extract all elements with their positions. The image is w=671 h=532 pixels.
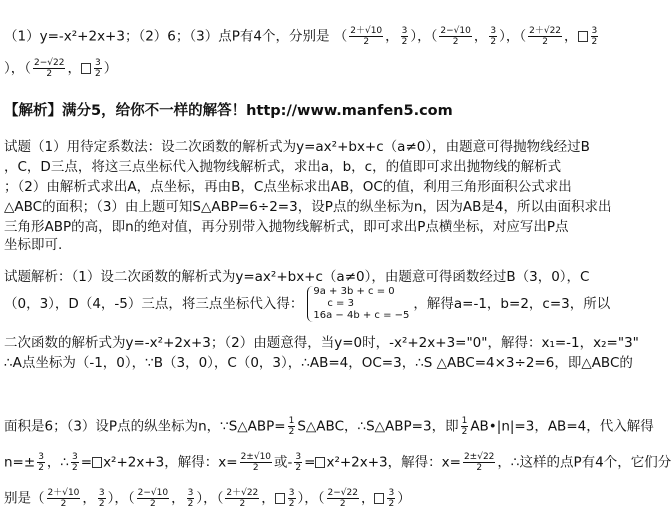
analysis-line: △ABC的面积；（3）由上题可知S△ABP=6÷2=3，设P点的纵坐标为n，因为AB是4，所以由面积求出 — [4, 199, 612, 215]
fraction: $\frac{2-√10}{2}$ — [137, 488, 169, 509]
fraction: $\frac{3}{2}$ — [591, 26, 598, 47]
fraction: $\frac{3}{2}$ — [490, 26, 497, 47]
analysis-line: ；（2）由解析式求出A，点坐标，再由B，C点坐标求出AB，OC的值，利用三角形面积公式求出 — [4, 179, 572, 195]
fraction: $\frac{2+√22}{2}$ — [529, 26, 562, 47]
fraction: $\frac{2+√22}{2}$ — [226, 488, 259, 509]
missing-char-box — [578, 31, 588, 42]
analysis-line: ，C，D三点，将这三点坐标代入抛物线解析式，求出a，b，c，的值即可求出抛物线的解析式 — [4, 159, 562, 175]
solution-line: 试题解析：（1）设二次函数的解析式为y=ax²+bx+c（a≠0），由题意可得函数经过B（3，0），C — [4, 269, 590, 285]
fraction: $\frac{2-√22}{2}$ — [34, 58, 65, 79]
fraction: $\frac{2\pm√22}{2}$ — [463, 452, 495, 473]
fraction: $\frac{3}{2}$ — [72, 452, 78, 473]
fraction: $\frac{2\pm√10}{2}$ — [240, 452, 272, 473]
analysis-line: 三角形ABP的高，即n的绝对值，再分别带入抛物线解析式，即可求出P点横坐标，对应写出P点 — [4, 219, 569, 235]
fraction: $\frac{3}{2}$ — [98, 488, 105, 509]
fraction: $\frac{2+√10}{2}$ — [350, 26, 383, 47]
missing-char-box — [81, 63, 91, 74]
solution-line: 别是（ $\frac{2+√10}{2}$ ， $\frac{3}{2}$ ），（ $\frac{2-√10}{2}$ ， $\frac{3}{2}$ ），（ $\frac{2+√22}{2}$ ， $\frac{3}{2}$ ），（ $\frac{2-√22}{2}$ ， $\frac{3}{2}$ ） — [4, 488, 411, 509]
fraction: $\frac{3}{2}$ — [401, 26, 408, 47]
fraction: $\frac{3}{2}$ — [38, 452, 44, 473]
analysis-line: 试题（1）用待定系数法：设二次函数的解析式为y=ax²+bx+c（a≠0），由题意可得抛物线经过B — [4, 139, 590, 155]
answer-line-2: ），（ $\frac{2-√22}{2}$ ， $\frac{3}{2}$ ） — [4, 58, 118, 79]
fraction: $\frac{2-√10}{2}$ — [440, 26, 471, 47]
equation-system: 9a + 3b + c = 0 c = 3 16a − 4b + c = −5 — [307, 286, 409, 322]
fraction: $\frac{3}{2}$ — [94, 58, 101, 79]
analysis-header: 【解析】满分5，给你不一样的解答！http://www.manfen5.com — [4, 103, 453, 119]
solution-line: （0，3），D（4，-5）三点，将三点坐标代入得： 9a + 3b + c = 0 c = 3 16a − 4b + c = −5 ，解得a=-1，b=2，c=3，所以 — [4, 286, 611, 321]
solution-line: n=± $\frac{3}{2}$ ，∴ $\frac{3}{2}$ = x²+2x+3，解得：x= $\frac{2\pm√10}{2}$ 或- $\frac{3}{2}$ = x²+2x+3，解得：x= $\frac{2\pm√22}{2}$ ，∴这样的点P有4个，它们分 — [4, 452, 671, 473]
answer-text: （1）y=-x²+2x+3；（2）6；（3）点P有4个，分别是 — [4, 28, 330, 45]
fraction: $\frac{2+√10}{2}$ — [47, 488, 80, 509]
fraction: $\frac{3}{2}$ — [388, 488, 395, 509]
fraction: $\frac{3}{2}$ — [288, 488, 295, 509]
missing-char-box — [92, 457, 102, 468]
solution-line: 二次函数的解析式为y=-x²+2x+3；（2）由题意得，当y=0时，-x²+2x+3="0"，解得：x₁=-1，x₂="3" — [4, 335, 639, 351]
missing-char-box — [315, 457, 325, 468]
missing-char-box — [275, 493, 285, 504]
fraction: $\frac{1}{2}$ — [461, 416, 468, 437]
fraction: $\frac{3}{2}$ — [295, 452, 302, 473]
missing-char-box — [374, 493, 384, 504]
analysis-line: 坐标即可. — [4, 237, 63, 253]
fraction: $\frac{1}{2}$ — [288, 416, 295, 437]
solution-line: ∴A点坐标为（-1，0），∵B（3，0），C（0，3），∴AB=4，OC=3，∴S △ABC=4×3÷2=6，即△ABC的 — [4, 355, 633, 371]
fraction: $\frac{3}{2}$ — [187, 488, 194, 509]
solution-line: 面积是6；（3）设P点的纵坐标为n，∵S△ABP= $\frac{1}{2}$ S△ABC，∴S△ABP=3，即 $\frac{1}{2}$ AB•|n|=3，AB=4，代入解得 — [4, 416, 654, 437]
fraction: $\frac{2-√22}{2}$ — [327, 488, 358, 509]
answer-line-1: （1）y=-x²+2x+3；（2）6；（3）点P有4个，分别是 （ $\frac{2+√10}{2}$ ， $\frac{3}{2}$ ），（ $\frac{2-√10}{2}$ ， $\frac{3}{2}$ ），（ $\frac{2+√22}{2}$ ， $\frac{3}{2}$ — [4, 26, 598, 47]
